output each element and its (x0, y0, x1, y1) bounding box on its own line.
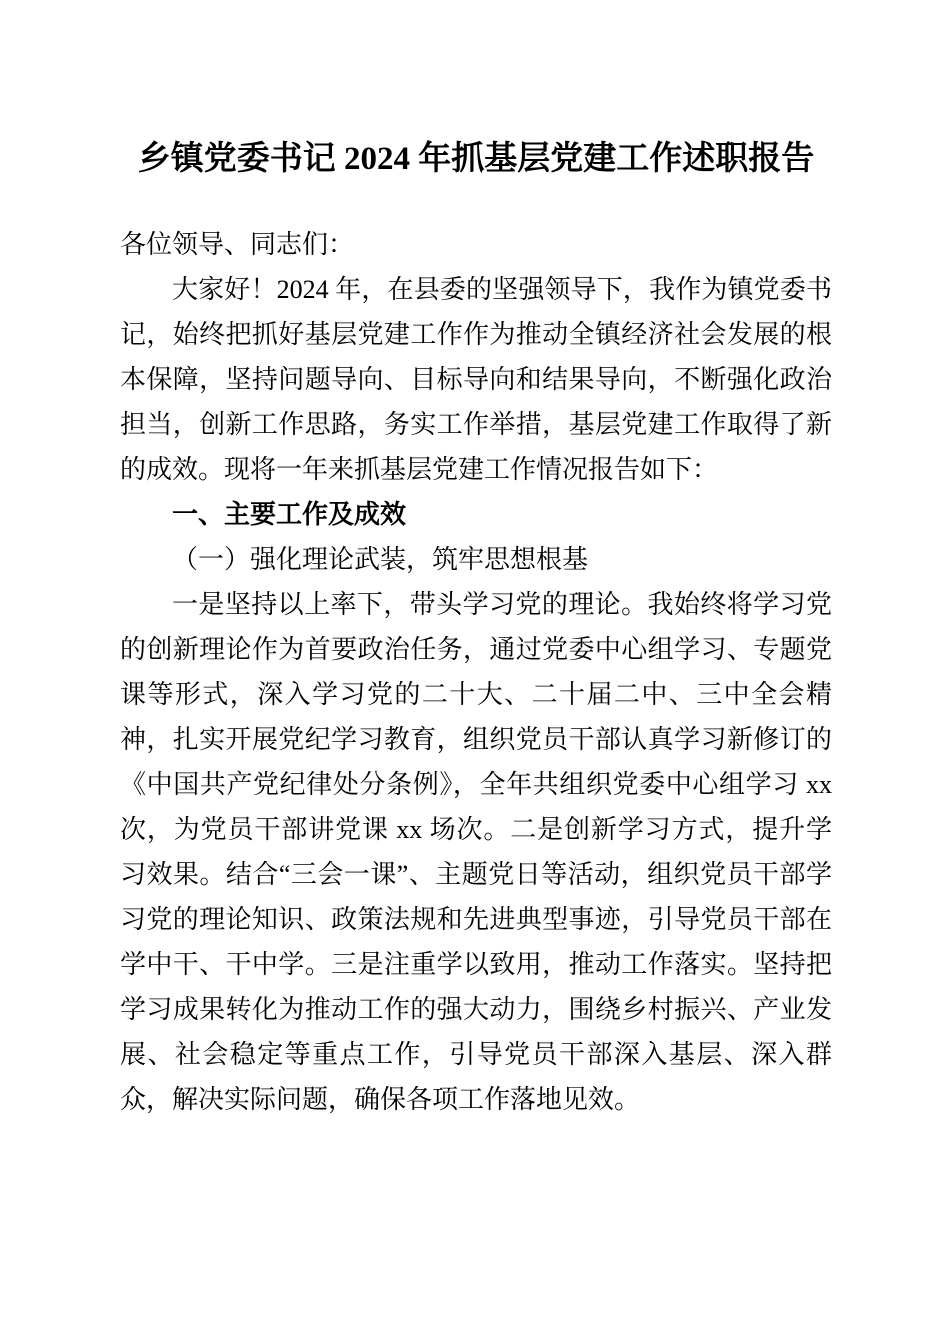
document-title: 乡镇党委书记 2024 年抓基层党建工作述职报告 (137, 141, 815, 177)
section-heading-1: 一、主要工作及成效 (172, 499, 407, 529)
body-paragraph-1-1: 一是坚持以上率下，带头学习党的理论。我始终将学习党的创新理论作为首要政治任务，通过党委中心组学习、专题党课等形式，深入学习党的二十大、二十届二中、三中全会精神，扎实开展党纪学习教育，组织党员干部认真学习新修订的《中国共产党纪律处分条例》，全年共组织党委中心组学习 xx 次，为党员干部讲党课 xx 场次。二是创新学习方式，提升学习效果。结合“三会一课”、主题党日等活动，组织党员干部学习党的理论知识、政策法规和先进典型事迹，引导党员干部在学中干、干中学。三是注重学以致用，推动工作落实。坚持把学习成果转化为推动工作的强大动力，围绕乡村振兴、产业发展、社会稳定等重点工作，引导党员干部深入基层、深入群众，解决实际问题，确保各项工作落地见效。 (120, 590, 832, 1114)
subsection-heading-1-1: （一）强化理论武装，筑牢思想根基 (172, 545, 589, 574)
intro-paragraph: 大家好！2024 年，在县委的坚强领导下，我作为镇党委书记，始终把抓好基层党建工作作为推动全镇经济社会发展的根本保障，坚持问题导向、目标导向和结果导向，不断强化政治担当，创新工作思路，务实工作举措，基层党建工作取得了新的成效。现将一年来抓基层党建工作情况报告如下： (120, 275, 832, 484)
salutation: 各位领导、同志们： (120, 230, 355, 259)
